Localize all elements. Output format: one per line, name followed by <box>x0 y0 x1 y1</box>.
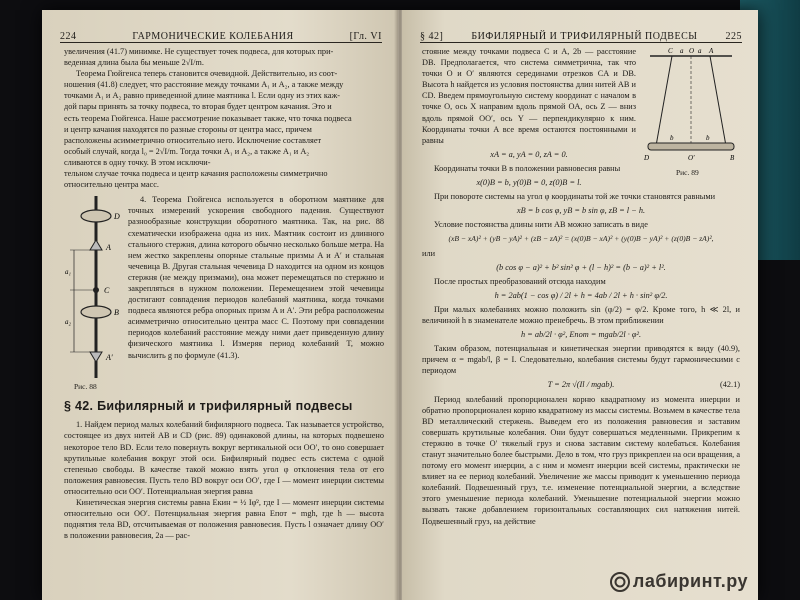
fig89-label-a: a <box>698 47 702 55</box>
fig89-label-O: O <box>689 47 695 55</box>
figure-89-caption: Рис. 89 <box>676 167 699 177</box>
fig89-label-B: B <box>730 154 735 162</box>
formula-point-B-equilibrium: x(0)B = b, y(0)B = 0, z(0)B = l. <box>476 178 582 188</box>
text-line: и центр качания находятся по разные стороны от центра масс, причем <box>64 124 312 134</box>
right-text-paragraph: Таким образом, потенциальная и кинетическая энергии приводятся к виду (40.9), причем α = mgab/l, β = I. Следовательно, колебания системы будут гармоническими с периодом <box>422 344 740 376</box>
left-page <box>42 10 398 600</box>
figure-89 <box>642 46 740 178</box>
text-line: веденная длина была бы меньше 2√I/m. <box>64 58 204 68</box>
running-title-right: БИФИЛЯРНЫЙ И ТРИФИЛЯРНЫЙ ПОДВЕСЫ <box>471 31 698 42</box>
right-text-paragraph: стояние между точками подвеса C и A, 2b — расстояние DB. Предполагается, что система симметрична, так что точки O и O′ являются серединами отрезков CA и DB. Высота h найдется из условия постоянства длин нитей AB и CD. Введем прямоугольную систему координат с началом в точке O, ось X направим вдоль прямой OA, ось Z — вниз вдоль прямой OO′, ось Y — перпендикулярно к ним. Координаты точки A все время остаются постоянными и равны <box>422 47 636 145</box>
right-text-paragraph: или <box>422 248 436 258</box>
text-line: относительно центра масс. <box>64 180 159 190</box>
running-title-left: ГАРМОНИЧЕСКИЕ КОЛЕБАНИЯ <box>132 31 294 42</box>
formula-period <box>422 379 740 390</box>
left-top-text <box>64 46 384 190</box>
fig88-label-a1: a₁ <box>65 268 71 277</box>
formula-potential-energy: h = ab/2l · φ², Eпот = mgab/2l · φ². <box>520 330 642 340</box>
right-page-header <box>420 28 742 43</box>
logo-text: лабиринт.ру <box>632 571 748 591</box>
figure-88 <box>64 194 128 392</box>
section-paragraph: 1. Найдем период малых колебаний бифилярного подвеса. Так называется устройство, состоящее из двух нитей AB и CD (рис. 89) одинаковой длины, на которых подвешено некоторое тело BD. Если тело повернуть вокруг вертикальной оси OO′, то оно совершает крутильные колебания вокруг этой оси. Бифилярный подвес есть система с одной степенью свободы. В качестве такой можно взять угол φ отклонения тела от его положения равновесия. Пусть тело BD вокруг оси OO′, где I — момент инерции системы относительно оси OO′. Потенциальная энергия равна <box>64 420 384 496</box>
labirint-logo-icon <box>610 572 630 592</box>
text-line: ношения (41.8) следует, что расстояние между точками A₁ и A₂, а также между <box>64 80 344 90</box>
fig88-label-A: A <box>106 243 111 253</box>
section-ref: § 42] <box>420 31 444 42</box>
equation-number: (42.1) <box>719 380 740 390</box>
formula-point-A: xA = a, yA = 0, zA = 0. <box>490 149 568 159</box>
right-text-paragraph: При повороте системы на угол φ координаты той же точки становятся равными <box>434 192 716 202</box>
open-book <box>42 10 758 600</box>
reversible-pendulum-text <box>128 194 384 392</box>
text-line: тельном случае точка подвеса и центр качания расположены симметрично <box>64 169 328 179</box>
reversible-pendulum-diagram <box>64 194 128 380</box>
fig88-label-A-prime: A′ <box>106 353 113 363</box>
text-line: дой пары принять за точку подвеса, то вторая будет центром качания. Это и <box>64 102 332 112</box>
fig88-label-a2: a₂ <box>65 318 71 327</box>
reversible-pendulum-paragraph: 4. Теорема Гюйгенса используется в оборотном маятнике для точных измерений ускорения свободного падения. Существуют разнообразные конструкции оборотного маятника. Так, на рис. 88 схематически изображена одна из них. Маятник состоит из длинного стального стержня, длина которого обычно несколько больше метра. На нем жестко закреплены опорные стальные призмы A и A′ и стальная чечевица B. Другая стальная чечевица D находится на одном из концов стержня (не между призмами), она может перемещаться по стержню и закрепляться в нужном положении. Перемещением этой чечевицы достигают совпадения периодов колебаний маятника, когда точками подвеса являются ребра опорных призм A и A′. Эти ребра расположены асимметрично относительно центра масс C. Поэтому при совпадении периодов колебаний расстояние между ними дает приведенную длину физического маятника l. Измеряя период колебаний T, можно вычислить g по формуле (41.3). <box>128 195 384 360</box>
right-page-body <box>422 46 740 527</box>
right-text-paragraph: При малых колебаниях можно положить sin (φ/2) = φ/2. Кроме того, h ≪ 2l, и величиной h в знаменателе можно пренебречь. В этом приближении <box>422 304 740 325</box>
page-number-left: 224 <box>60 31 77 42</box>
bifilar-suspension-diagram <box>642 46 740 166</box>
text-line: увеличения (41.7) минимке. Не существует точек подвеса, для которых при- <box>64 47 334 56</box>
text-line: точками A₁ и A₂ равно приведенной длине маятника l. Если одну из этих каж- <box>64 91 340 101</box>
figure-88-caption: Рис. 88 <box>74 382 97 392</box>
right-text-paragraph: Период колебаний пропорционален корню квадратному из момента инерции и обратно пропорционален корню квадратному из массы системы. Возьмем в качестве тела BD металлический стержень. Выведем его из положения равновесия и заставим совершать крутильные колебания. Они будут совершаться медленными. Прикрепим к стержню в точке O′ тяжелый груз и снова заставим систему колебаться. Колебания станут значительно более быстрыми. Дело в том, что груз прикреплен на оси вращения, а потому его момент инерции, а с ним и момент инерции всей системы, практически не влияет на ее период колебаний. Увеличение же массы приводит к уменьшению периода колебаний. Подвешенный груз, т.е. изменение потенциальной энергии, а вследствие этого уменьшение периода колебаний. Уменьшение потенциальной энергии можно вызвать также добавлением горизонтальных составляющих сил натяжения нитей. Подвешенный груз, на действие <box>422 394 740 526</box>
text-line: есть теорема Гюйгенса. Наше рассмотрение показывает также, что точка подвеса <box>64 113 352 123</box>
formula-expanded: (b cos φ − a)² + b² sin² φ + (l − h)² = (b − a)² + l². <box>496 262 666 272</box>
section-42-title: § 42. Бифилярный и трифилярный подвесы <box>64 399 353 414</box>
fig89-label-C: C <box>668 47 673 55</box>
fig89-label-a: a <box>680 47 684 55</box>
text-line: особый случай, когда l₀ = 2√I/m. Тогда точки A₁ и A₂, а также A₁ и A₂ <box>64 146 310 156</box>
fig89-label-b: b <box>670 134 674 142</box>
fig88-label-C: C <box>104 286 110 296</box>
section-paragraph: Кинетическая энергия системы равна Eкин = ½ Iφ̇², где I — момент инерции системы относительно оси OO′. Потенциальная энергия равна Eпот = mgh, где h — высота поднятия тела BD, отсчитываемая от положения равновесия. Пусть l означает длину OO′ в положении равновесия, 2a — рас- <box>64 497 384 541</box>
text-line: сливаются в одну точку. В этом исключи- <box>64 157 211 167</box>
text-line: Теорема Гюйгенса теперь становится очевидной. Действительно, из соот- <box>76 69 338 79</box>
left-page-body <box>64 46 384 541</box>
fig89-label-A: A <box>709 47 714 55</box>
text-line: расположены асимметрично относительно него. Исключение составляет <box>64 135 322 145</box>
formula-period-expression: T = 2π √(Il / mgab). <box>547 380 615 390</box>
right-text-paragraph: Координаты точки B в положении равновесия равны <box>434 163 621 173</box>
fig88-label-B: B <box>114 308 119 318</box>
formula-point-B-rotated: xB = b cos φ, yB = b sin φ, zB = l − h. <box>516 206 646 216</box>
formula-height: h = 2ab(1 − cos φ) / 2l + h = 4ab / 2l + h · sin² φ/2. <box>494 290 668 300</box>
right-page <box>402 10 758 600</box>
right-text-paragraph: Условие постоянства длины нити AB можно записать в виде <box>434 220 648 230</box>
fig89-label-O-prime: O′ <box>688 154 695 162</box>
fig88-label-D: D <box>114 212 120 222</box>
fig89-label-b: b <box>706 134 710 142</box>
reversible-pendulum-block <box>64 194 384 392</box>
right-text-paragraph: После простых преобразований отсюда находим <box>434 276 606 286</box>
fig89-label-D: D <box>644 154 650 162</box>
chapter-ref: [Гл. VI <box>349 31 382 42</box>
watermark-logo <box>610 571 748 592</box>
left-page-header <box>60 28 382 43</box>
formula-length-condition: (xB − xA)² + (yB − yA)² + (zB − zA)² = (x(0)B − xA)² + (y(0)B − yA)² + (z(0)B − zA)², <box>448 234 714 244</box>
page-number-right: 225 <box>725 31 742 42</box>
